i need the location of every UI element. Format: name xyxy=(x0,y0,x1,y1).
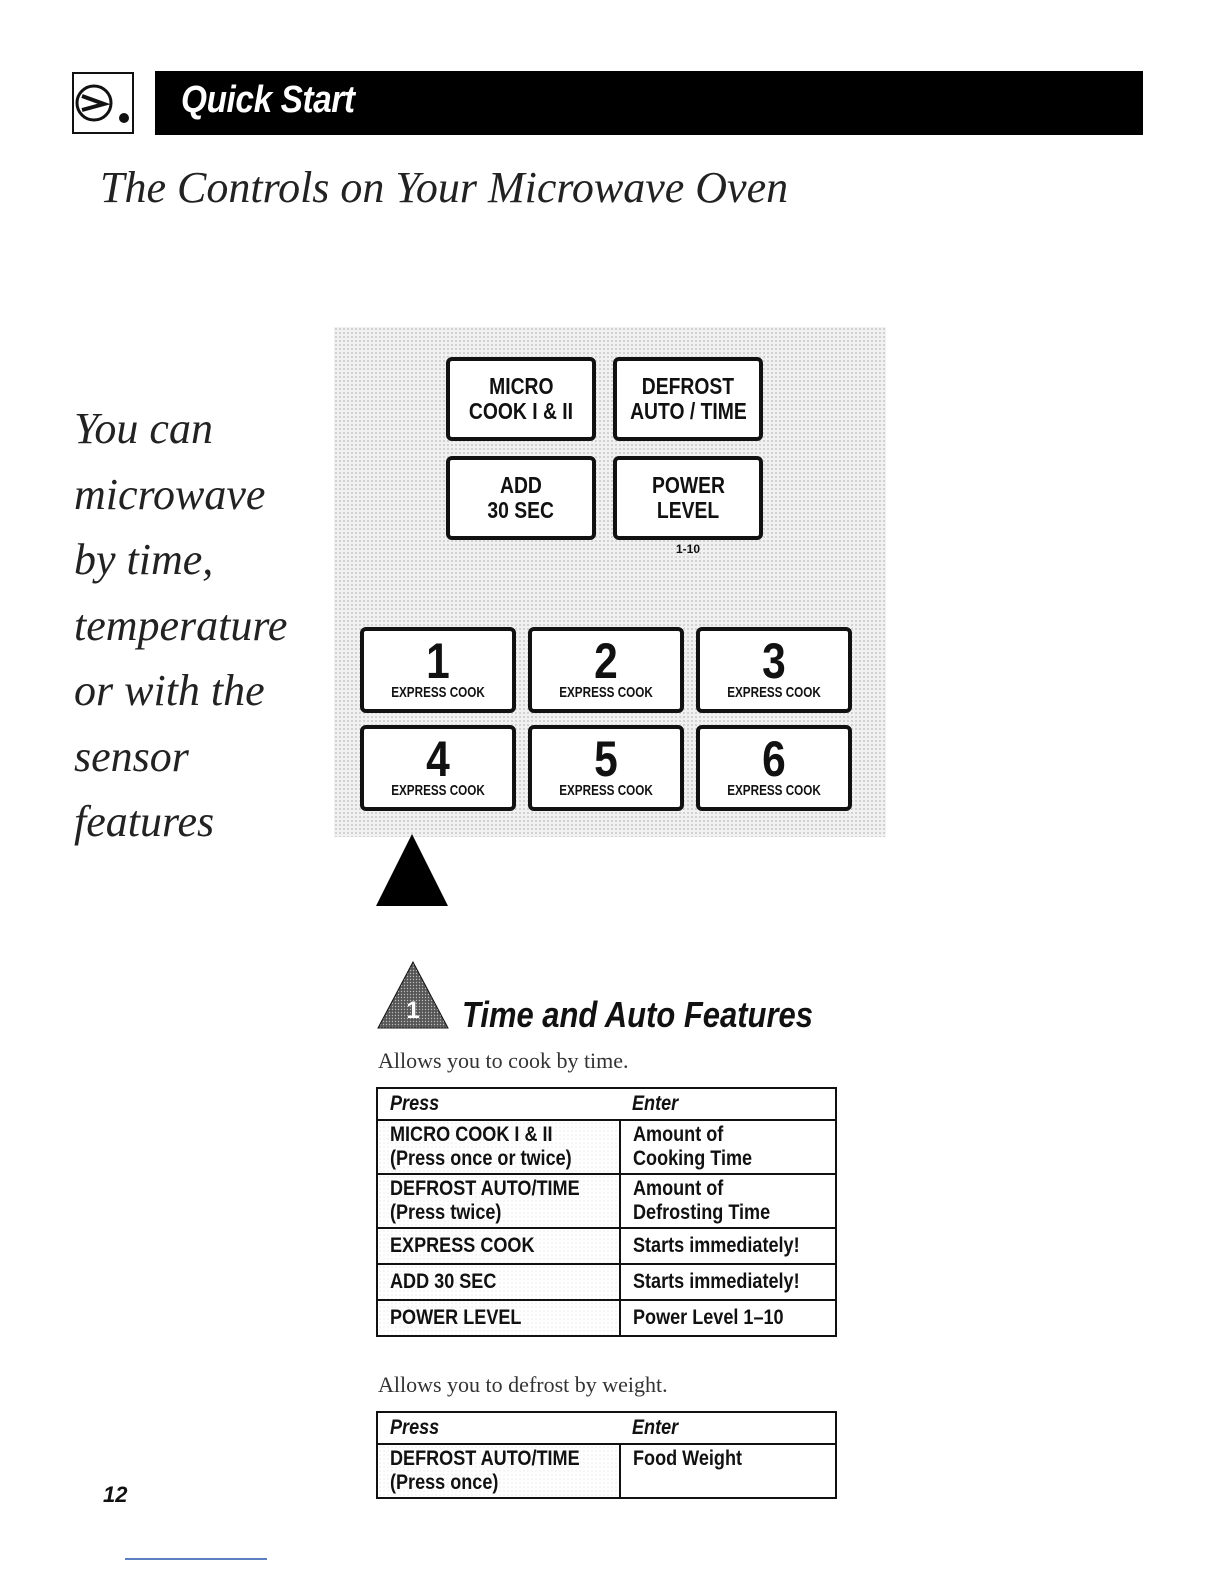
press-cell: EXPRESS COOK xyxy=(377,1228,620,1264)
section-header-title: Quick Start xyxy=(181,79,355,121)
express-cook-3-button[interactable] xyxy=(696,627,852,713)
press-cell: ADD 30 SEC xyxy=(377,1264,620,1300)
page-number: 12 xyxy=(103,1482,128,1507)
key-sublabel: EXPRESS COOK xyxy=(391,782,485,799)
express-cook-2-button[interactable] xyxy=(528,627,684,713)
footer-divider xyxy=(125,1558,267,1560)
key-number: 3 xyxy=(762,633,786,689)
key-label: COOK I & II xyxy=(468,398,574,424)
quote-line: or with the xyxy=(74,666,265,715)
key-sublabel: EXPRESS COOK xyxy=(727,684,821,701)
add-30-sec-button[interactable] xyxy=(446,456,596,540)
key-sublabel: EXPRESS COOK xyxy=(727,782,821,799)
defrost-weight-table xyxy=(376,1411,837,1499)
quote-line: sensor xyxy=(74,731,189,781)
intro-text: Allows you to cook by time. xyxy=(378,1048,629,1073)
express-cook-5-button[interactable] xyxy=(528,725,684,811)
page-title: The Controls on Your Microwave Oven xyxy=(100,163,789,212)
section-title: Time and Auto Features xyxy=(462,994,813,1035)
enter-cell: Amount of Defrosting Time xyxy=(620,1174,836,1228)
defrost-auto-time-button[interactable] xyxy=(613,357,763,441)
section-badge-number: 1 xyxy=(406,997,420,1024)
table-row xyxy=(377,1264,836,1300)
press-cell: MICRO COOK I & II (Press once or twice) xyxy=(377,1120,620,1174)
key-label: AUTO / TIME xyxy=(629,398,747,424)
express-cook-1-button[interactable] xyxy=(360,627,516,713)
power-level-range: 1-10 xyxy=(675,542,701,556)
section-header-bar xyxy=(155,71,1143,135)
key-label: DEFROST xyxy=(641,373,735,399)
burner-knob-icon xyxy=(72,72,134,134)
enter-cell: Food Weight xyxy=(620,1444,836,1498)
key-number: 2 xyxy=(594,633,618,689)
key-sublabel: EXPRESS COOK xyxy=(559,684,653,701)
key-label: POWER xyxy=(651,472,725,498)
header-press: Press xyxy=(377,1412,620,1444)
control-panel xyxy=(334,327,886,837)
side-quote xyxy=(74,396,324,855)
header-enter: Enter xyxy=(620,1088,836,1120)
table-row xyxy=(377,1120,836,1174)
intro-text: Allows you to defrost by weight. xyxy=(378,1372,668,1397)
key-sublabel: EXPRESS COOK xyxy=(391,684,485,701)
enter-cell: Amount of Cooking Time xyxy=(620,1120,836,1174)
header-press: Press xyxy=(377,1088,620,1120)
key-number: 6 xyxy=(762,731,786,787)
key-label: LEVEL xyxy=(656,497,720,523)
quote-line: features xyxy=(74,797,215,846)
table-row xyxy=(377,1444,836,1498)
power-level-button[interactable] xyxy=(613,456,763,540)
press-cell: DEFROST AUTO/TIME (Press once) xyxy=(377,1444,620,1498)
table-row xyxy=(377,1300,836,1336)
quote-line: by time, xyxy=(74,535,214,584)
pointer-triangle-icon xyxy=(376,834,448,906)
key-number: 4 xyxy=(426,731,450,787)
key-label: ADD xyxy=(500,472,542,498)
table-row xyxy=(377,1228,836,1264)
press-cell: DEFROST AUTO/TIME (Press twice) xyxy=(377,1174,620,1228)
table-header-row xyxy=(377,1412,836,1444)
quote-line: temperature xyxy=(74,600,288,650)
header-enter: Enter xyxy=(620,1412,836,1444)
table-header-row xyxy=(377,1088,836,1120)
time-features-table xyxy=(376,1087,837,1337)
key-number: 1 xyxy=(426,633,450,689)
section-number-badge-icon xyxy=(376,960,450,1030)
press-cell: POWER LEVEL xyxy=(377,1300,620,1336)
quote-line: microwave xyxy=(74,469,266,519)
quote-line: You can xyxy=(74,404,213,453)
express-cook-4-button[interactable] xyxy=(360,725,516,811)
micro-cook-button[interactable] xyxy=(446,357,596,441)
enter-cell: Starts immediately! xyxy=(620,1264,836,1300)
express-cook-6-button[interactable] xyxy=(696,725,852,811)
key-sublabel: EXPRESS COOK xyxy=(559,782,653,799)
enter-cell: Power Level 1–10 xyxy=(620,1300,836,1336)
key-number: 5 xyxy=(594,731,618,787)
enter-cell: Starts immediately! xyxy=(620,1228,836,1264)
key-label: 30 SEC xyxy=(487,497,555,523)
key-label: MICRO xyxy=(488,373,554,399)
table-row xyxy=(377,1174,836,1228)
